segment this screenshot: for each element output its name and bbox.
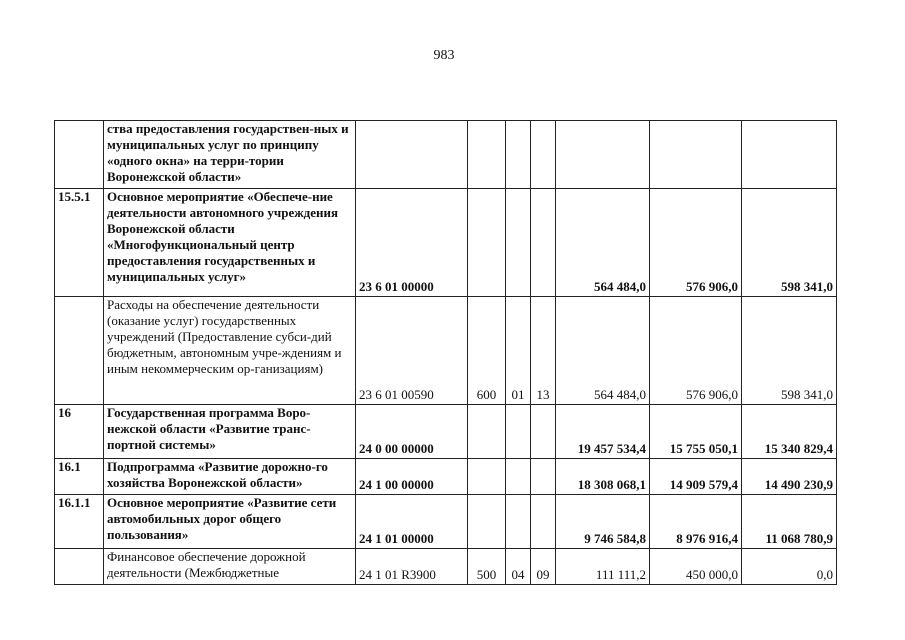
section	[506, 459, 531, 495]
target-article-code: 24 0 00 00000	[356, 405, 468, 459]
row-number: 15.5.1	[55, 189, 104, 297]
target-article-code: 24 1 00 00000	[356, 459, 468, 495]
row-number: 16.1	[55, 459, 104, 495]
table-row	[55, 549, 837, 585]
amount-year-2: 15 755 050,1	[650, 405, 742, 459]
row-number	[55, 297, 104, 405]
amount-year-2: 450 000,0	[650, 549, 742, 585]
expense-type	[468, 121, 506, 189]
subsection	[531, 459, 556, 495]
expense-type: 500	[468, 549, 506, 585]
page-number: 983	[433, 48, 455, 63]
amount-year-3: 15 340 829,4	[742, 405, 837, 459]
row-number: 16	[55, 405, 104, 459]
target-article-code	[356, 121, 468, 189]
row-name: Подпрограмма «Развитие дорожно-го хозяйства Воронежской области»	[104, 459, 356, 495]
section: 04	[506, 549, 531, 585]
amount-year-1: 111 111,2	[556, 549, 650, 585]
target-article-code: 23 6 01 00000	[356, 189, 468, 297]
amount-year-3: 11 068 780,9	[742, 495, 837, 549]
amount-year-3: 0,0	[742, 549, 837, 585]
row-name: Финансовое обеспечение дорожной деятельности (Межбюджетные	[104, 549, 356, 585]
subsection	[531, 405, 556, 459]
table-row	[55, 459, 837, 495]
amount-year-3: 598 341,0	[742, 297, 837, 405]
amount-year-2	[650, 121, 742, 189]
table-row	[55, 189, 837, 297]
budget-table	[54, 120, 837, 585]
amount-year-2: 576 906,0	[650, 189, 742, 297]
row-number	[55, 121, 104, 189]
amount-year-3	[742, 121, 837, 189]
amount-year-1: 564 484,0	[556, 189, 650, 297]
row-name: Основное мероприятие «Обеспече-ние деятельности автономного учреждения Воронежской области «Многофункциональный центр предоставления государственных и муниципальных услуг»	[104, 189, 356, 297]
subsection	[531, 189, 556, 297]
amount-year-2: 8 976 916,4	[650, 495, 742, 549]
target-article-code: 24 1 01 00000	[356, 495, 468, 549]
amount-year-2: 576 906,0	[650, 297, 742, 405]
amount-year-1: 564 484,0	[556, 297, 650, 405]
row-name: Расходы на обеспечение деятельности (оказание услуг) государственных учреждений (Предоставление субси-дий бюджетным, автономным учре-ждениям и иным некоммерческим ор-ганизациям)	[104, 297, 356, 405]
section	[506, 189, 531, 297]
amount-year-1: 19 457 534,4	[556, 405, 650, 459]
section: 01	[506, 297, 531, 405]
subsection: 09	[531, 549, 556, 585]
section	[506, 121, 531, 189]
target-article-code: 24 1 01 R3900	[356, 549, 468, 585]
expense-type: 600	[468, 297, 506, 405]
amount-year-1: 9 746 584,8	[556, 495, 650, 549]
subsection: 13	[531, 297, 556, 405]
expense-type	[468, 405, 506, 459]
amount-year-1	[556, 121, 650, 189]
table-row	[55, 405, 837, 459]
row-number	[55, 549, 104, 585]
row-name: Основное мероприятие «Развитие сети автомобильных дорог общего пользования»	[104, 495, 356, 549]
amount-year-3: 14 490 230,9	[742, 459, 837, 495]
amount-year-1: 18 308 068,1	[556, 459, 650, 495]
expense-type	[468, 495, 506, 549]
expense-type	[468, 459, 506, 495]
target-article-code: 23 6 01 00590	[356, 297, 468, 405]
row-name: Государственная программа Воро-нежской области «Развитие транс-портной системы»	[104, 405, 356, 459]
table-row	[55, 297, 837, 405]
expense-type	[468, 189, 506, 297]
amount-year-2: 14 909 579,4	[650, 459, 742, 495]
subsection	[531, 495, 556, 549]
section	[506, 495, 531, 549]
row-number: 16.1.1	[55, 495, 104, 549]
subsection	[531, 121, 556, 189]
table-row	[55, 121, 837, 189]
amount-year-3: 598 341,0	[742, 189, 837, 297]
table-row	[55, 495, 837, 549]
row-name: ства предоставления государствен-ных и муниципальных услуг по принципу «одного окна» на терри-тории Воронежской области»	[104, 121, 356, 189]
section	[506, 405, 531, 459]
